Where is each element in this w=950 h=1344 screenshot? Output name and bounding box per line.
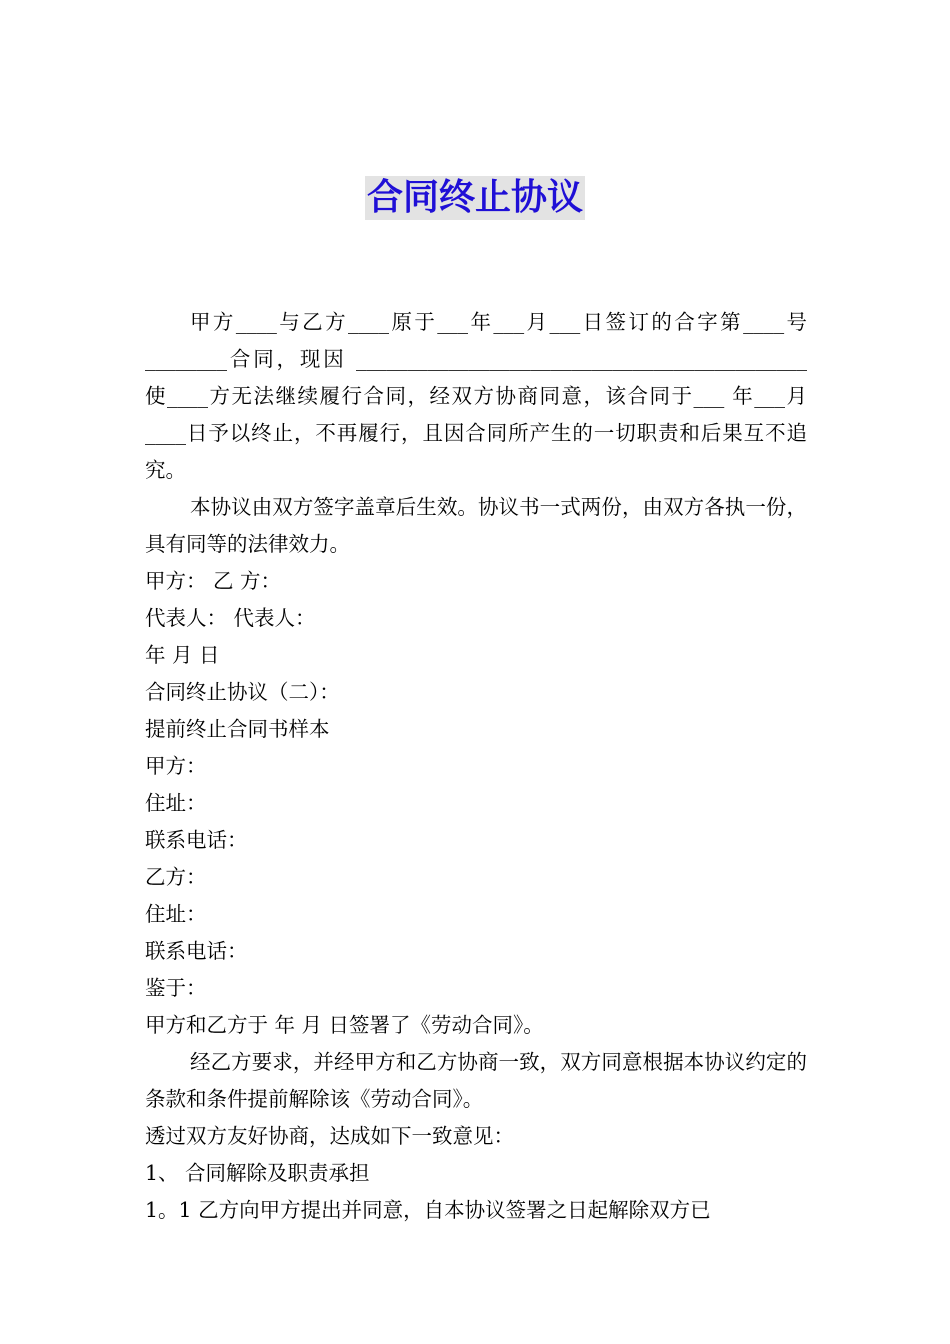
signature-representative-line: 代表人： 代表人： (145, 606, 316, 630)
signature-date-line: 年 月 日 (145, 643, 220, 667)
section-1-heading: 1、 合同解除及职责承担 (145, 1161, 370, 1185)
paragraph-effect: 本协议由双方签字盖章后生效。协议书一式两份，由双方各执一份，具有同等的法律效力。 (145, 495, 807, 556)
signature-party-line: 甲方： 乙 方： (145, 569, 282, 593)
party-b-phone-label: 联系电话： (145, 939, 248, 963)
consensus-line: 透过双方友好协商，达成如下一致意见： (145, 1124, 514, 1148)
document-body (145, 304, 807, 1229)
party-a-address-label: 住址： (145, 791, 207, 815)
contract-signing-line: 甲方和乙方于 年 月 日签署了《劳动合同》。 (145, 1013, 544, 1037)
sample-title: 提前终止合同书样本 (145, 717, 330, 741)
document-title: 合同终止协议 (366, 177, 583, 218)
whereas-label: 鉴于： (145, 976, 207, 1000)
clause-1-1: 1。1 乙方向甲方提出并同意，自本协议签署之日起解除双方已 (145, 1198, 711, 1222)
section-heading-agreement-two: 合同终止协议（二）： (145, 680, 340, 704)
paragraph-termination: 甲方____与乙方____原于___年___月___日签订的合字第____号________合同，现因 ____________________________________________使____方无法继续履行合同，经双方协商同意，该合同于___ 年___月____日予以终止，不再履行，且因合同所产生的一切职责和后果互不追究。 (145, 310, 807, 482)
title-container (0, 176, 950, 220)
paragraph-agree: 经乙方要求，并经甲方和乙方协商一致，双方同意根据本协议约定的条款和条件提前解除该《劳动合同》。 (145, 1050, 807, 1111)
party-a-phone-label: 联系电话： (145, 828, 248, 852)
party-a-label: 甲方： (145, 754, 207, 778)
party-b-label: 乙方： (145, 865, 207, 889)
party-b-address-label: 住址： (145, 902, 207, 926)
